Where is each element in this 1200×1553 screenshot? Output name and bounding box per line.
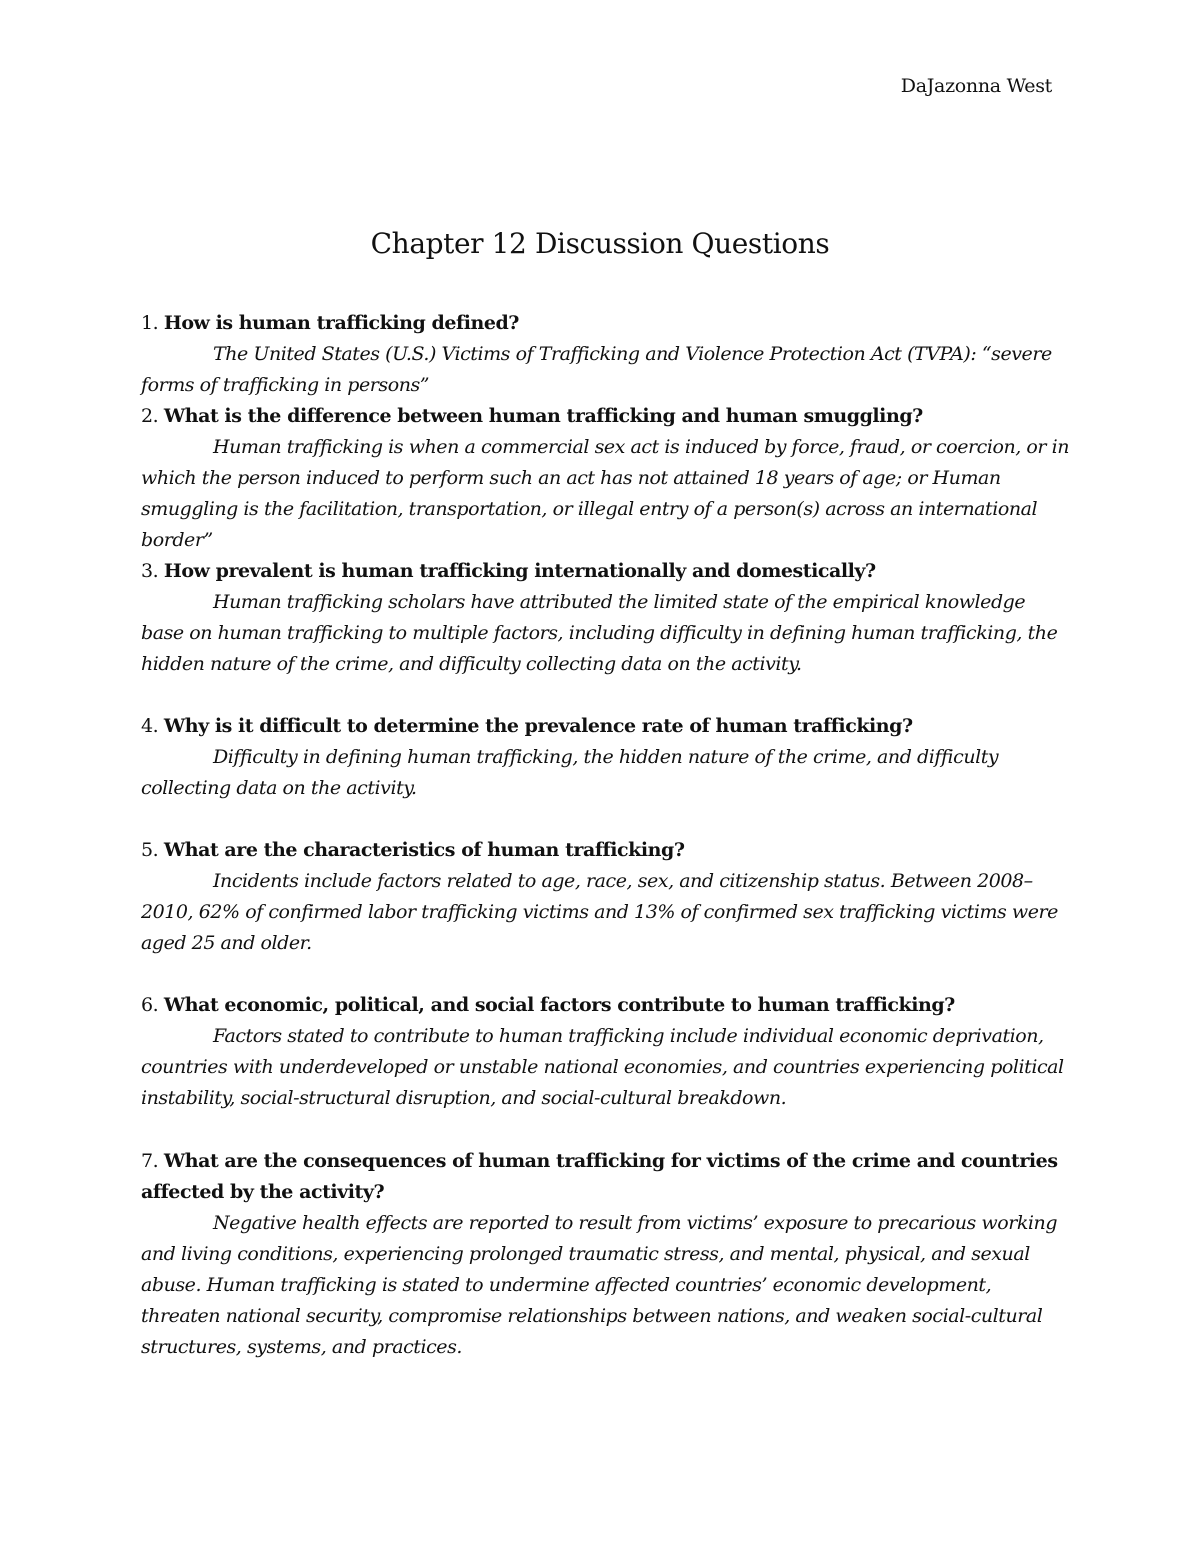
question-number: 1.	[141, 312, 159, 334]
question-text: How is human trafficking defined?	[163, 312, 519, 334]
question-text: How prevalent is human trafficking internationally and domestically?	[163, 560, 876, 582]
question-block-3	[141, 556, 1071, 680]
question-block-6	[141, 990, 1071, 1114]
answer-5: Incidents include factors related to age, race, sex, and citizenship status. Between 2008–2010, 62% of confirmed labor trafficking victims and 13% of confirmed sex trafficking victims were aged 25 and older.	[141, 870, 1058, 954]
question-6	[141, 990, 1071, 1021]
question-number: 7.	[141, 1150, 159, 1172]
question-1	[141, 308, 1071, 339]
question-3	[141, 556, 1071, 587]
question-number: 5.	[141, 839, 159, 861]
question-block-7	[141, 1146, 1071, 1363]
question-7	[141, 1146, 1071, 1208]
answer-6: Factors stated to contribute to human trafficking include individual economic deprivation, countries with underdeveloped or unstable national economies, and countries experiencing political instability, social-structural disruption, and social-cultural breakdown.	[141, 1025, 1064, 1109]
answer-7: Negative health effects are reported to result from victims’ exposure to precarious working and living conditions, experiencing prolonged traumatic stress, and mental, physical, and sexual abuse. Human trafficking is stated to undermine affected countries’ economic development, threaten national security, compromise relationships between nations, and weaken social-cultural structures, systems, and practices.	[141, 1212, 1058, 1358]
question-text: What are the consequences of human trafficking for victims of the crime and countries affected by the activity?	[141, 1150, 1058, 1203]
question-number: 2.	[141, 405, 159, 427]
question-block-1	[141, 308, 1071, 401]
answer-2: Human trafficking is when a commercial sex act is induced by force, fraud, or coercion, or in which the person induced to perform such an act has not attained 18 years of age; or Human smuggling is the facilitation, transportation, or illegal entry of a person(s) across an international border”	[141, 436, 1070, 551]
page-title: Chapter 12 Discussion Questions	[370, 227, 830, 260]
question-block-5	[141, 835, 1071, 959]
question-2	[141, 401, 1071, 432]
answer-3: Human trafficking scholars have attributed the limited state of the empirical knowledge base on human trafficking to multiple factors, including difficulty in defining human trafficking, the hidden nature of the crime, and difficulty collecting data on the activity.	[141, 591, 1058, 675]
question-number: 6.	[141, 994, 159, 1016]
question-text: Why is it difficult to determine the prevalence rate of human trafficking?	[163, 715, 913, 737]
question-text: What are the characteristics of human trafficking?	[163, 839, 685, 861]
question-number: 4.	[141, 715, 159, 737]
answer-1: The United States (U.S.) Victims of Trafficking and Violence Protection Act (TVPA): “severe forms of trafficking in persons”	[141, 343, 1052, 396]
author-name: DaJazonna West	[900, 75, 1052, 97]
answer-4: Difficulty in defining human trafficking, the hidden nature of the crime, and difficulty collecting data on the activity.	[141, 746, 999, 799]
question-block-4	[141, 711, 1071, 804]
question-5	[141, 835, 1071, 866]
question-number: 3.	[141, 560, 159, 582]
question-4	[141, 711, 1071, 742]
question-block-2	[141, 401, 1071, 556]
question-text: What is the difference between human trafficking and human smuggling?	[163, 405, 923, 427]
question-text: What economic, political, and social factors contribute to human trafficking?	[163, 994, 955, 1016]
